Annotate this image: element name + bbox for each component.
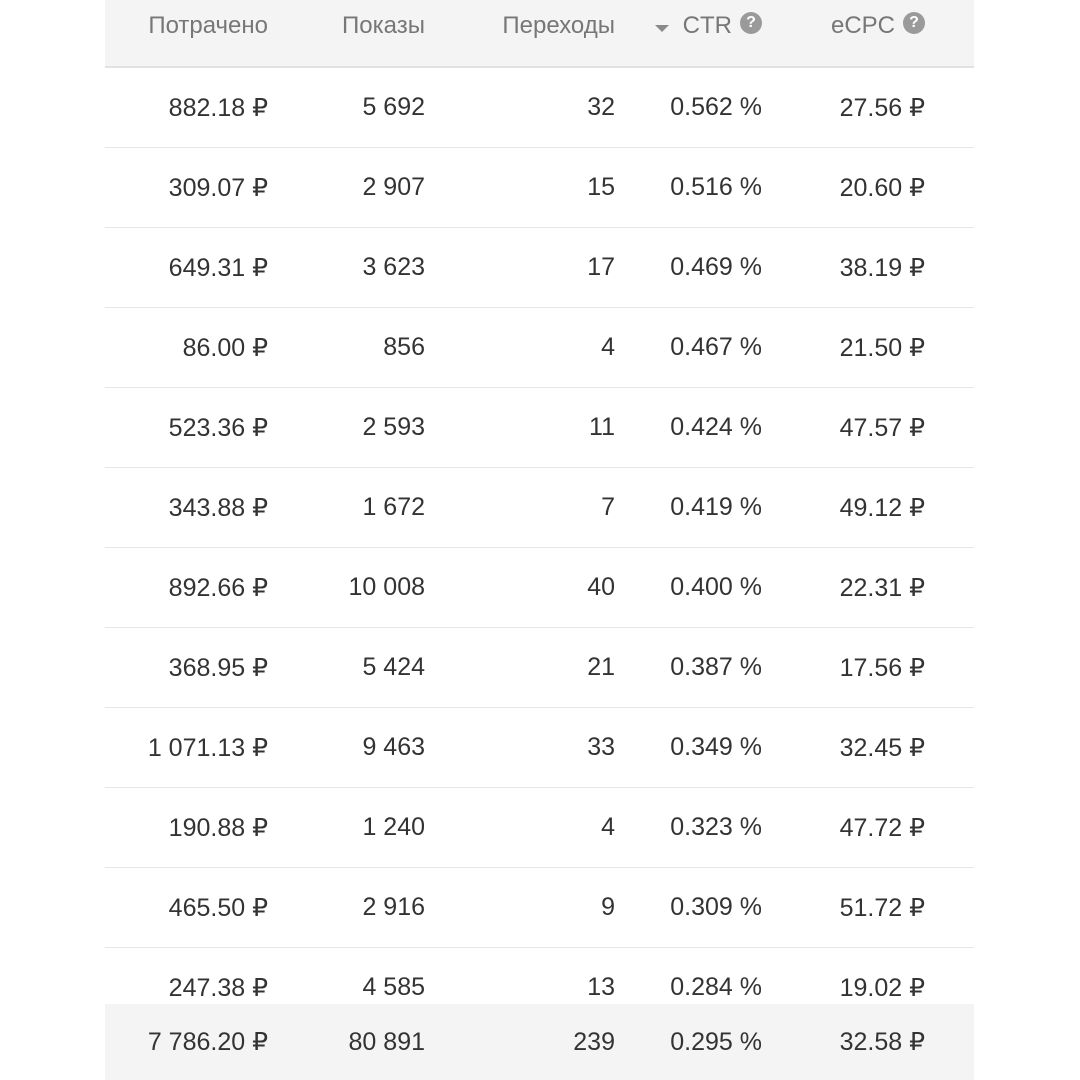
total-ctr: 0.295 %: [670, 1027, 762, 1056]
cell-impressions: 1 672: [362, 493, 425, 521]
cell-ecpc: 22.31 ₽: [839, 573, 925, 602]
cell-spent: 368.95 ₽: [168, 653, 268, 682]
cell-ctr: 0.349 %: [670, 733, 762, 761]
column-header-spent[interactable]: [105, 0, 268, 52]
cell-ecpc: 32.45 ₽: [839, 733, 925, 762]
cell-ecpc: 47.57 ₽: [839, 413, 925, 442]
cell-spent: 465.50 ₽: [168, 893, 268, 922]
cell-impressions: 1 240: [362, 813, 425, 841]
cell-spent: 309.07 ₽: [168, 173, 268, 202]
cell-ctr: 0.309 %: [670, 893, 762, 921]
cell-spent: 343.88 ₽: [168, 493, 268, 522]
cell-ctr: 0.467 %: [670, 333, 762, 361]
cell-clicks: 9: [601, 893, 615, 921]
cell-clicks: 13: [587, 973, 615, 1001]
cell-clicks: 15: [587, 173, 615, 201]
cell-impressions: 4 585: [362, 973, 425, 1001]
cell-clicks: 17: [587, 253, 615, 281]
cell-clicks: 40: [587, 573, 615, 601]
column-header-label: Показы: [342, 12, 425, 39]
cell-ecpc: 17.56 ₽: [839, 653, 925, 682]
cell-spent: 247.38 ₽: [168, 973, 268, 1002]
cell-ctr: 0.469 %: [670, 253, 762, 281]
table-row[interactable]: [105, 788, 974, 868]
total-ecpc: 32.58 ₽: [839, 1028, 925, 1056]
column-header-label: eCPC: [830, 12, 895, 39]
cell-ctr: 0.400 %: [670, 573, 762, 601]
cell-ctr: 0.419 %: [670, 493, 762, 521]
cell-ecpc: 51.72 ₽: [839, 893, 925, 922]
table-row[interactable]: [105, 308, 974, 388]
cell-ecpc: 47.72 ₽: [839, 813, 925, 842]
table-row[interactable]: [105, 68, 974, 148]
table-header: [105, 0, 974, 68]
cell-impressions: 10 008: [348, 573, 425, 601]
table-row[interactable]: [105, 868, 974, 948]
total-spent: 7 786.20 ₽: [147, 1028, 268, 1056]
column-header-clicks[interactable]: [425, 0, 615, 52]
cell-ecpc: 20.60 ₽: [839, 173, 925, 202]
cell-ctr: 0.424 %: [670, 413, 762, 441]
cell-spent: 86.00 ₽: [182, 333, 268, 362]
cell-impressions: 2 593: [362, 413, 425, 441]
cell-ctr: 0.323 %: [670, 813, 762, 841]
cell-ctr: 0.516 %: [670, 173, 762, 201]
cell-clicks: 33: [587, 733, 615, 761]
cell-ecpc: 27.56 ₽: [839, 93, 925, 122]
cell-spent: 190.88 ₽: [168, 813, 268, 842]
table-total-row: [105, 1004, 974, 1080]
column-header-label: Переходы: [502, 12, 615, 39]
cell-ecpc: 38.19 ₽: [839, 253, 925, 282]
cell-impressions: 856: [383, 333, 425, 361]
total-clicks: 239: [573, 1027, 615, 1056]
cell-impressions: 5 424: [362, 653, 425, 681]
cell-clicks: 21: [587, 653, 615, 681]
cell-clicks: 4: [601, 813, 615, 841]
cell-ecpc: 19.02 ₽: [839, 973, 925, 1002]
cell-ecpc: 49.12 ₽: [839, 493, 925, 522]
table-row[interactable]: [105, 468, 974, 548]
cell-clicks: 4: [601, 333, 615, 361]
cell-clicks: 7: [601, 493, 615, 521]
cell-impressions: 9 463: [362, 733, 425, 761]
table-row[interactable]: [105, 548, 974, 628]
column-header-ecpc[interactable]: [762, 0, 925, 52]
cell-clicks: 11: [589, 413, 615, 441]
cell-spent: 523.36 ₽: [168, 413, 268, 442]
stats-table: [105, 0, 974, 1080]
table-row[interactable]: [105, 628, 974, 708]
column-header-label: CTR: [682, 12, 732, 39]
cell-spent: 649.31 ₽: [168, 253, 268, 282]
cell-impressions: 5 692: [362, 93, 425, 121]
cell-ctr: 0.562 %: [670, 93, 762, 121]
cell-clicks: 32: [587, 93, 615, 121]
question-circle-icon[interactable]: ?: [903, 12, 925, 34]
column-header-impressions[interactable]: [268, 0, 425, 52]
total-impressions: 80 891: [348, 1027, 425, 1056]
cell-spent: 1 071.13 ₽: [147, 733, 268, 762]
cell-impressions: 3 623: [362, 253, 425, 281]
column-header-ctr[interactable]: [615, 0, 762, 52]
cell-spent: 892.66 ₽: [168, 573, 268, 602]
caret-down-icon: [655, 25, 669, 32]
cell-spent: 882.18 ₽: [168, 93, 268, 122]
cell-ecpc: 21.50 ₽: [839, 333, 925, 362]
column-header-label: Потрачено: [148, 12, 268, 39]
cell-impressions: 2 907: [362, 173, 425, 201]
cell-ctr: 0.284 %: [670, 973, 762, 1001]
table-row[interactable]: [105, 228, 974, 308]
question-circle-icon[interactable]: ?: [740, 12, 762, 34]
table-row[interactable]: [105, 388, 974, 468]
table-row[interactable]: [105, 708, 974, 788]
cell-impressions: 2 916: [362, 893, 425, 921]
table-row[interactable]: [105, 148, 974, 228]
cell-ctr: 0.387 %: [670, 653, 762, 681]
